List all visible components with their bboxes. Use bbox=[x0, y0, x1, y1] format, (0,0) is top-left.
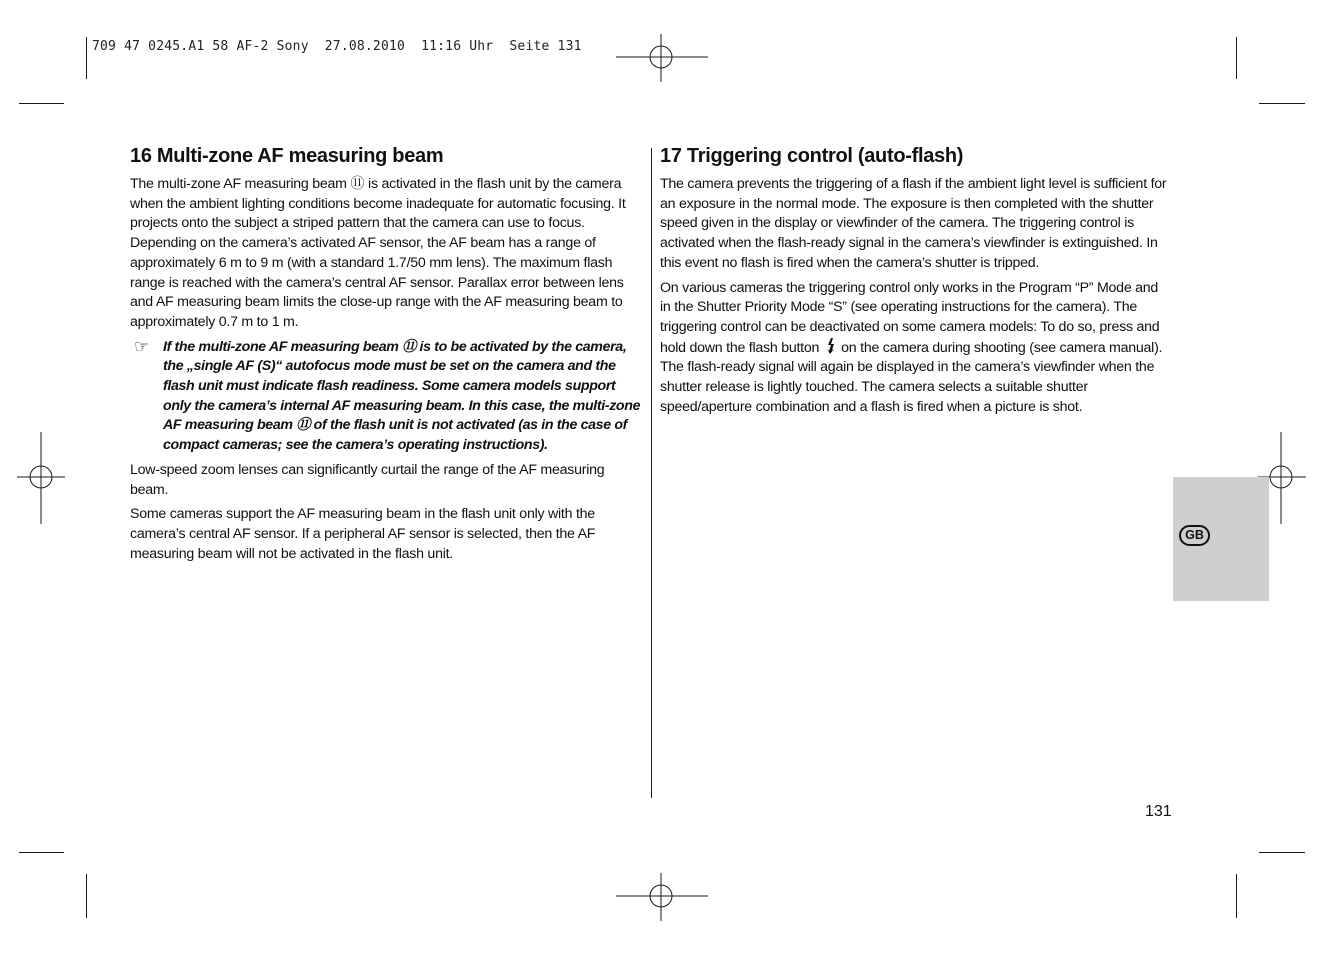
section-16-note bbox=[130, 338, 642, 456]
registration-mark-icon bbox=[616, 873, 708, 921]
registration-mark-icon bbox=[17, 432, 65, 524]
section-17-paragraph-2-start: On various cameras the triggering control only works in the Program “P” Mode and in the Shutter Priority Mode “S” (see operating instructions for the camera). The triggering control can be deactivated on some camera models: To do so, press and hold down the flash button bbox=[660, 279, 1160, 356]
crop-mark bbox=[19, 852, 64, 853]
crop-mark bbox=[1259, 852, 1305, 853]
section-17-heading: 17 Triggering control (auto-flash) bbox=[660, 145, 964, 167]
page-number: 131 bbox=[1145, 803, 1172, 820]
column-divider bbox=[651, 148, 652, 798]
section-16-paragraph-3: Some cameras support the AF measuring beam in the flash unit only with the camera’s central AF sensor. If a peripheral AF sensor is selected, then the AF measuring beam will not be activated in the flash unit. bbox=[130, 506, 596, 562]
section-17-paragraph-1: The camera prevents the triggering of a flash if the ambient light level is sufficient for an exposure in the normal mode. The exposure is then completed with the shutter speed given in the display or viewfinder of the camera. The triggering control is activated when the flash-ready signal in the camera’s viewfinder is extinguished. In this event no flash is fired when the camera’s shutter is tripped. bbox=[660, 176, 1167, 271]
section-16 bbox=[130, 145, 642, 569]
section-16-note-text: If the multi-zone AF measuring beam ⑪ is to be activated by the camera, the „single AF (S)“ autofocus mode must be set on the camera and the flash unit must indicate flash readiness. Some camera models support only the camera’s internal AF measuring beam. In this case, the multi-zone AF measuring beam ⑪ of the flash unit is not activated (as in the case of compact cameras; see the camera’s operating instructions). bbox=[163, 338, 641, 454]
section-17 bbox=[660, 145, 1170, 422]
crop-mark bbox=[19, 103, 64, 104]
crop-mark bbox=[86, 37, 87, 79]
section-16-paragraph-1: The multi-zone AF measuring beam ⑪ is activated in the flash unit by the camera when the ambient lighting conditions become inadequate for automatic focusing. It projects onto the subject a striped pattern that the camera can use to focus. Depending on the camera’s activated AF sensor, the AF beam has a range of approximately 6 m to 9 m (with a standard 1.7/50 mm lens). The maximum flash range is reached with the camera’s central AF sensor. Parallax error between lens and AF measuring beam limits the close-up range with the AF measuring beam to approximately 0.7 m to 1 m. bbox=[130, 176, 626, 330]
crop-mark bbox=[1236, 37, 1237, 79]
section-16-paragraph-2: Low-speed zoom lenses can significantly curtail the range of the AF measuring beam. bbox=[130, 461, 605, 498]
section-17-paragraph-2 bbox=[660, 279, 1170, 418]
crop-mark bbox=[1236, 874, 1237, 918]
registration-mark-icon bbox=[616, 34, 708, 82]
pointing-hand-icon: ☞ bbox=[134, 336, 150, 357]
crop-mark bbox=[86, 874, 87, 918]
crop-mark bbox=[1259, 103, 1305, 104]
flash-button-icon bbox=[825, 338, 837, 354]
language-badge: GB bbox=[1179, 525, 1210, 546]
section-17-paragraph-2-end: on the camera during shooting (see camera manual). The flash-ready signal will again be displayed in the camera’s viewfinder when the shutter release is lightly touched. The camera selects a suitable shutter speed/aperture combination and a flash is fired when a picture is shot. bbox=[660, 339, 1163, 415]
print-slug: 709 47 0245.A1 58 AF-2 Sony 27.08.2010 11:16 Uhr Seite 131 bbox=[92, 39, 582, 54]
section-16-heading: 16 Multi-zone AF measuring beam bbox=[130, 145, 444, 167]
